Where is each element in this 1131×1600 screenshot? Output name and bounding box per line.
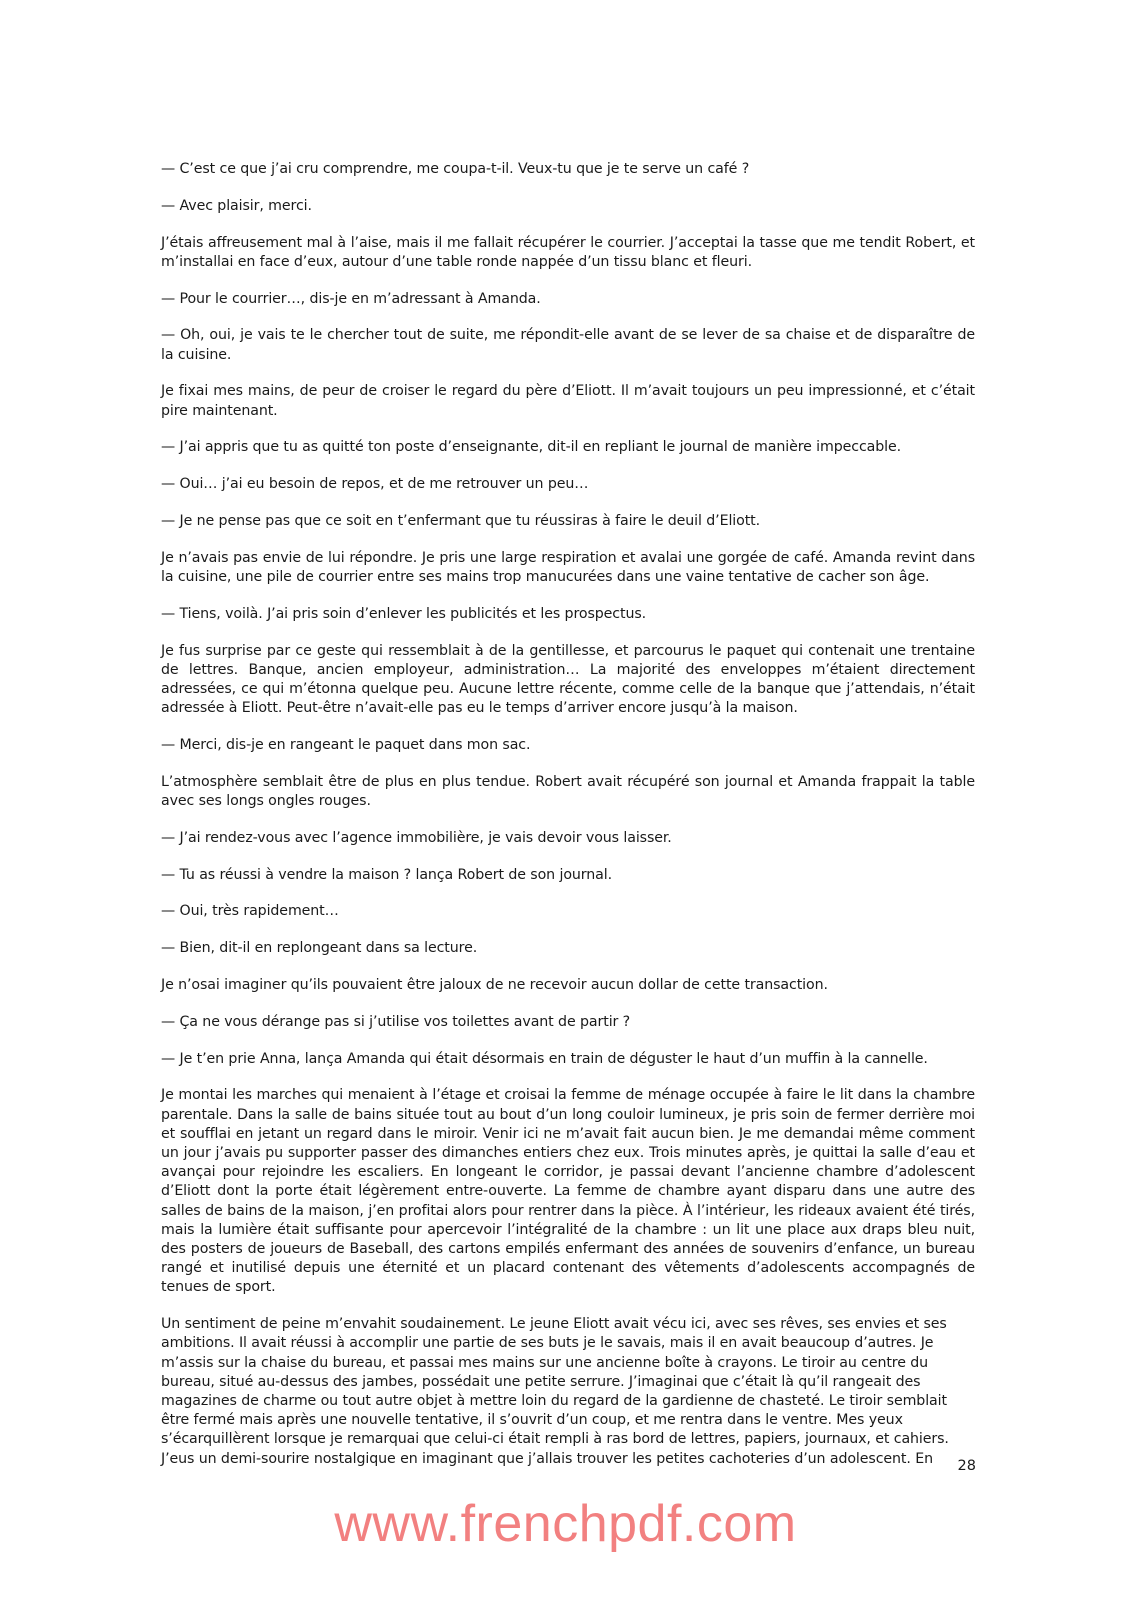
paragraph: — Oui… j’ai eu besoin de repos, et de me retrouver un peu… xyxy=(161,476,589,493)
paragraph: J’étais affreusement mal à l’aise, mais il me fallait récupérer le courrier. J’acceptai la tasse que me tendit Robert, et m’installai en face d’eux, autour d’une table ronde nappée d’un tissu blanc et fleuri. xyxy=(161,234,975,270)
paragraph: — Avec plaisir, merci. xyxy=(161,197,312,214)
body-text xyxy=(161,160,975,1486)
paragraph: Un sentiment de peine m’envahit soudainement. Le jeune Eliott avait vécu ici, avec ses rêves, ses envies et ses ambitions. Il avait réussi à accomplir une partie de ses buts je le savais, mais il en avait beaucoup d’autres. Je m’assis sur la chaise du bureau, et passai mes mains sur une ancienne boîte à crayons. Le tiroir au centre du bureau, situé au-dessus des jambes, possédait une petite serrure. J’imaginai que c’était là qu’il rangeait des magazines de charme ou tout autre objet à mettre loin du regard de la gardienne de chasteté. Le tiroir semblait être fermé mais après une nouvelle tentative, il s’ouvrit d’un coup, et me rentra dans le ventre. Mes yeux s’écarquillèrent lorsque je remarquai que celui-ci était rempli à ras bord de lettres, papiers, journaux, et cahiers. J’eus un demi-sourire nostalgique en imaginant que j’allais trouver les petites cachoteries d’un adolescent. En xyxy=(161,1316,949,1467)
watermark-link[interactable]: www.frenchpdf.com xyxy=(334,1495,797,1553)
paragraph: — Je ne pense pas que ce soit en t’enfermant que tu réussiras à faire le deuil d’Eliott. xyxy=(161,512,761,529)
paragraph: — Pour le courrier…, dis-je en m’adressant à Amanda. xyxy=(161,290,541,307)
paragraph: — Tiens, voilà. J’ai pris soin d’enlever les publicités et les prospectus. xyxy=(161,605,647,622)
paragraph: — J’ai appris que tu as quitté ton poste d’enseignante, dit-il en repliant le journal de manière impeccable. xyxy=(161,439,902,456)
paragraph: Je fus surprise par ce geste qui ressemblait à de la gentillesse, et parcourus le paquet qui contenait une trentaine de lettres. Banque, ancien employeur, administration… La majorité des enveloppes m’étaient directement adressées, ce qui m’étonna quelque peu. Aucune lettre récente, comme celle de la banque que j’attendais, n’était adressée à Eliott. Peut-être n’avait-elle pas eu le temps d’arriver encore jusqu’à la maison. xyxy=(161,642,975,717)
paragraph: Je fixai mes mains, de peur de croiser le regard du père d’Eliott. Il m’avait toujours un peu impressionné, et c’était pire maintenant. xyxy=(161,383,975,419)
paragraph: Je n’osai imaginer qu’ils pouvaient être jaloux de ne recevoir aucun dollar de cette transaction. xyxy=(161,976,828,993)
paragraph: Je montai les marches qui menaient à l’étage et croisai la femme de ménage occupée à faire le lit dans la chambre parentale. Dans la salle de bains située tout au bout d’un long couloir lumineux, je pris soin de fermer derrière moi et soufflai en jetant un regard dans le miroir. Venir ici ne m’avait fait aucun bien. Je me demandai même comment un jour j’avais pu supporter passer des dimanches entiers chez eux. Trois minutes après, je quittai la salle d’eau et avançai pour rejoindre les escaliers. En longeant le corridor, je passai devant l’ancienne chambre d’adolescent d’Eliott dont la porte était légèrement entre-ouverte. La femme de chambre ayant disparu dans une autre des salles de bains de la maison, j’en profitai alors pour rentrer dans la pièce. À l’intérieur, les rideaux avaient été tirés, mais la lumière était suffisante pour apercevoir l’intégralité de la chambre : un lit une place aux draps bleu nuit, des posters de joueurs de Baseball, des cartons empilés enfermant des années de souvenirs d’enfance, un bureau rangé et inutilisé depuis une éternité et un placard contenant des vêtements d’adolescents accompagnés de tenues de sport. xyxy=(161,1087,975,1296)
paragraph: — J’ai rendez-vous avec l’agence immobilière, je vais devoir vous laisser. xyxy=(161,829,672,846)
paragraph: — Merci, dis-je en rangeant le paquet dans mon sac. xyxy=(161,736,531,753)
paragraph: Je n’avais pas envie de lui répondre. Je pris une large respiration et avalai une gorgée de café. Amanda revint dans la cuisine, une pile de courrier entre ses mains trop manucurées dans une vaine tentative de cacher son âge. xyxy=(161,549,975,585)
paragraph: — Ça ne vous dérange pas si j’utilise vos toilettes avant de partir ? xyxy=(161,1013,631,1030)
paragraph: — Tu as réussi à vendre la maison ? lança Robert de son journal. xyxy=(161,866,613,883)
paragraph: — Oui, très rapidement… xyxy=(161,903,339,920)
paragraph: — C’est ce que j’ai cru comprendre, me coupa-t-il. Veux-tu que je te serve un café ? xyxy=(161,161,750,177)
page-number: 28 xyxy=(957,1458,976,1474)
paragraph: — Je t’en prie Anna, lança Amanda qui était désormais en train de déguster le haut d’un muffin à la cannelle. xyxy=(161,1050,928,1067)
paragraph: L’atmosphère semblait être de plus en plus tendue. Robert avait récupéré son journal et Amanda frappait la table avec ses longs ongles rouges. xyxy=(161,773,975,809)
paragraph: — Oh, oui, je vais te le chercher tout de suite, me répondit-elle avant de se lever de sa chaise et de disparaître de la cuisine. xyxy=(161,327,975,363)
paragraph: — Bien, dit-il en replongeant dans sa lecture. xyxy=(161,940,478,957)
